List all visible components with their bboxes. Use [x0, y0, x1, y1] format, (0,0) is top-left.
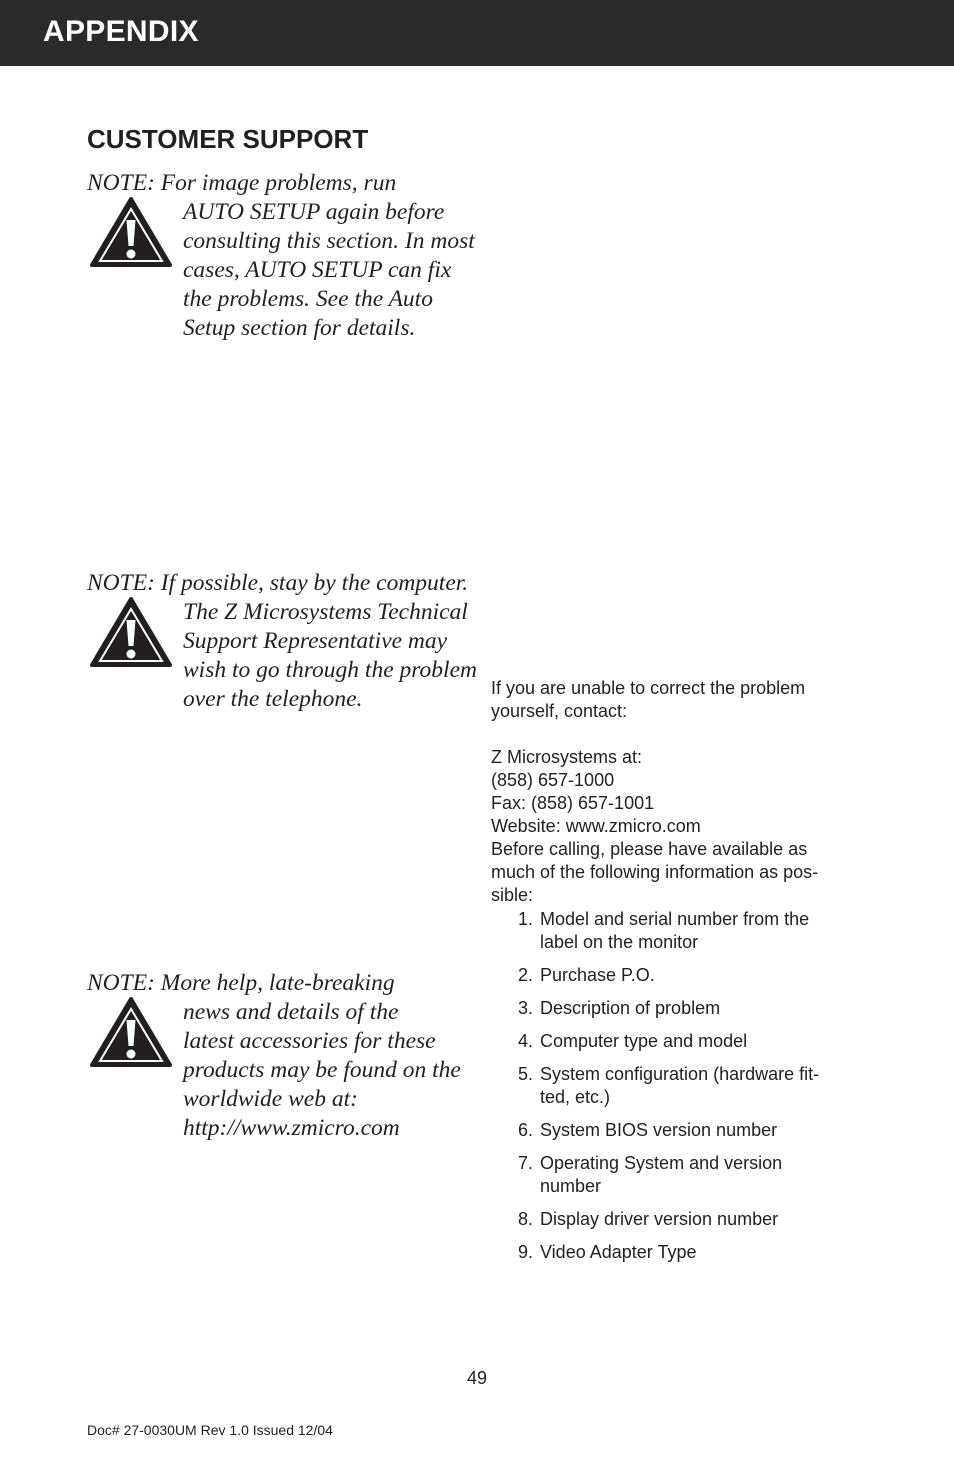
- before-calling-line: Before calling, please have available as: [491, 839, 808, 859]
- note-line: consulting this section. In most: [183, 228, 475, 254]
- header-title: APPENDIX: [43, 15, 199, 48]
- note-url[interactable]: http://www.zmicro.com: [183, 1115, 400, 1141]
- list-item: [491, 908, 861, 954]
- note-line: wish to go through the problem: [183, 657, 477, 683]
- list-item-text: System BIOS version number: [540, 1120, 778, 1140]
- list-item-text: label on the monitor: [540, 932, 699, 952]
- before-calling-line: sible:: [491, 885, 534, 905]
- note-line: the problems. See the Auto: [183, 286, 433, 312]
- list-item-text: ted, etc.): [540, 1087, 611, 1107]
- page-number: 49: [466, 1368, 488, 1388]
- list-item-text: Description of problem: [540, 998, 721, 1018]
- list-item: [491, 1119, 861, 1142]
- note-first-line: NOTE: For image problems, run: [87, 170, 397, 196]
- list-item: [491, 1208, 861, 1231]
- note-line: over the telephone.: [183, 686, 363, 712]
- list-item-number: 1.: [518, 909, 534, 929]
- note-first-line: NOTE: More help, late-breaking: [87, 970, 395, 996]
- note-line: Support Representative may: [183, 628, 448, 654]
- note-line: The Z Microsystems Technical: [183, 599, 468, 625]
- company-name: Z Microsystems at:: [491, 747, 643, 767]
- list-item-text: Purchase P.O.: [540, 965, 655, 985]
- note-line: Setup section for details.: [183, 315, 416, 341]
- note-line: latest accessories for these: [183, 1028, 436, 1054]
- before-calling-line: much of the following information as pos-: [491, 862, 819, 882]
- list-item-text: System configuration (hardware fit-: [540, 1064, 820, 1084]
- list-item-text: Video Adapter Type: [540, 1242, 697, 1262]
- list-item: [491, 1241, 861, 1264]
- list-item-text: Operating System and version: [540, 1153, 783, 1173]
- info-list: [491, 908, 861, 1264]
- header-bar: [0, 0, 954, 66]
- list-item-text: number: [540, 1176, 602, 1196]
- list-item-text: Model and serial number from the: [540, 909, 810, 929]
- note-line: AUTO SETUP again before: [183, 199, 445, 225]
- note-line: worldwide web at:: [183, 1086, 358, 1112]
- note-line: cases, AUTO SETUP can fix: [183, 257, 452, 283]
- section-title: CUSTOMER SUPPORT: [87, 124, 369, 154]
- website-link[interactable]: Website: www.zmicro.com: [491, 816, 701, 836]
- fax-number: Fax: (858) 657-1001: [491, 793, 655, 813]
- warning-icon: [89, 996, 173, 1068]
- list-item-number: 2.: [518, 965, 534, 985]
- note-line: news and details of the: [183, 999, 399, 1025]
- document-id: Doc# 27-0030UM Rev 1.0 Issued 12/04: [87, 1422, 333, 1438]
- list-item-number: 4.: [518, 1031, 534, 1051]
- warning-icon: [89, 596, 173, 668]
- note-line: products may be found on the: [183, 1057, 461, 1083]
- contact-intro-line: yourself, contact:: [491, 701, 628, 721]
- warning-icon: [89, 196, 173, 268]
- note-first-line: NOTE: If possible, stay by the computer.: [87, 570, 469, 596]
- note-image-problems: [87, 169, 477, 343]
- list-item: [491, 1030, 861, 1053]
- list-item-number: 9.: [518, 1242, 534, 1262]
- list-item: [491, 964, 861, 987]
- list-item-number: 6.: [518, 1120, 534, 1140]
- note-stay-by-computer: [87, 569, 477, 714]
- list-item: [491, 1152, 861, 1198]
- phone-number: (858) 657-1000: [491, 770, 615, 790]
- note-more-help: [87, 969, 477, 1143]
- contact-section: [491, 677, 861, 1274]
- list-item-number: 8.: [518, 1209, 534, 1229]
- list-item: [491, 997, 861, 1020]
- list-item-number: 3.: [518, 998, 534, 1018]
- list-item: [491, 1063, 861, 1109]
- list-item-number: 7.: [518, 1153, 534, 1173]
- list-item-number: 5.: [518, 1064, 534, 1084]
- contact-intro-line: If you are unable to correct the problem: [491, 678, 806, 698]
- list-item-text: Display driver version number: [540, 1209, 779, 1229]
- list-item-text: Computer type and model: [540, 1031, 748, 1051]
